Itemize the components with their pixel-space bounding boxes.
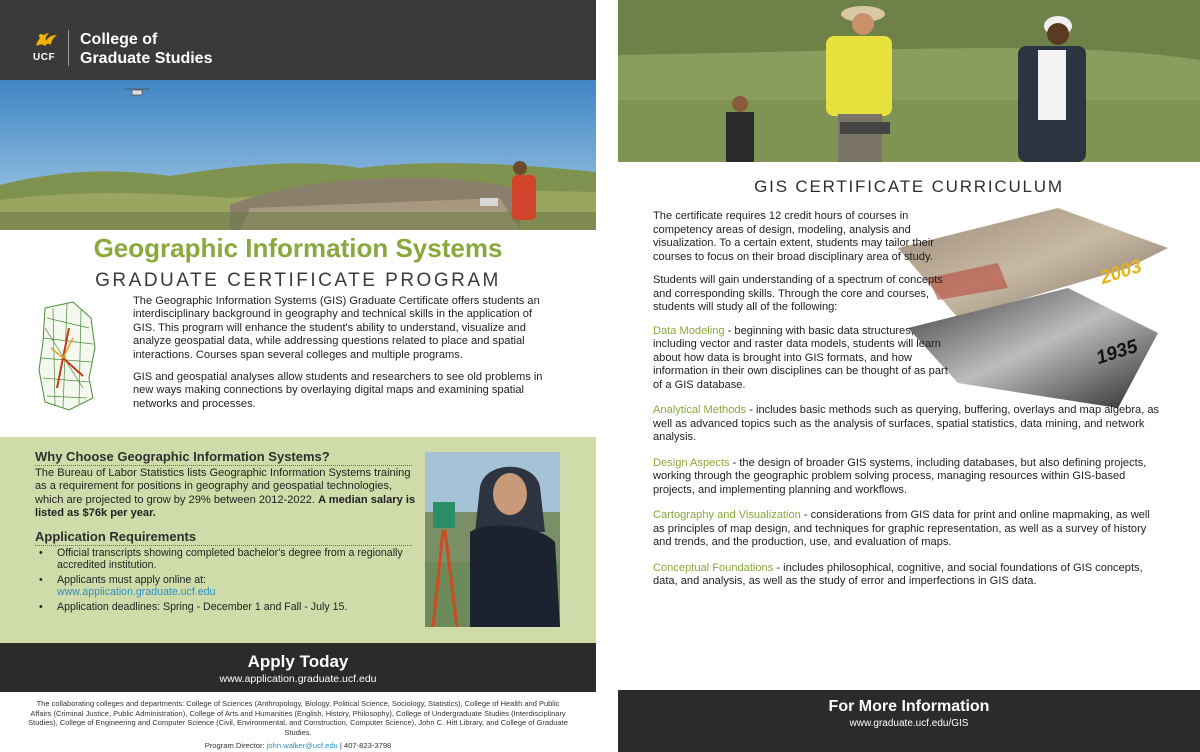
year-label-1935: 1935 [1093,336,1141,370]
curriculum-title: GIS CERTIFICATE CURRICULUM [754,177,1064,196]
list-item: • Official transcripts showing completed bachelor's degree from a regionally accredited institution. [35,547,420,571]
apply-title: Apply Today [247,652,349,671]
section-keyword: Analytical Methods [653,404,747,416]
pegasus-icon [33,28,59,50]
curriculum-paragraph-1: The certificate requires 12 credit hours of courses in competency areas of design, modeling, analysis and visualization. To a certain extent, students may tailor their courses to focus on their broad disciplinary area of study. [653,210,934,263]
right-page [618,0,1200,752]
college-name [80,30,212,68]
ucf-logo [33,28,59,64]
apply-url[interactable]: www.application.graduate.ucf.edu [219,673,377,685]
section-keyword: Conceptual Foundations [653,561,774,574]
collaborating-departments: The collaborating colleges and departments: College of Sciences (Anthropology, Biology, Political Science, Sociology, Statistics), College of Health and Public Affairs (Criminal Justice, Public Administration), College of Arts and Humanities (English, History, Philosophy), College of Undergraduate Studies (Interdisciplinary Studies), College of Engineering and Computer Science (Civil, Environmental, and Construction, Computer Science), John C. Hitt Library, and College of Graduate Studies. [28,699,568,737]
why-choose-panel [0,437,596,643]
student-photo [425,452,560,627]
section-design-aspects [653,457,1163,498]
why-text [35,467,420,521]
hero-photo [0,80,596,230]
field-team-photo [618,0,1200,162]
section-keyword: Data Modeling [653,324,725,337]
program-director-contact [0,741,596,750]
section-keyword: Cartography and Visualization [653,509,801,521]
section-text: - includes basic methods such as querying, buffering, overlays and map algebra, as well as advanced topics such as the analysis of surfaces, spatial statistics, data mining, and network analysis. [653,404,1160,443]
college-name-line2: Graduate Studies [80,50,213,67]
more-info-banner [618,690,1200,752]
intro-paragraph-2: GIS and geospatial analyses allow students and researchers to see old problems in new ways making connections by overlaying digital maps and examining spatial networks and processes. [133,371,543,410]
list-item [35,574,420,598]
intro-text [133,295,545,420]
section-text: - beginning with basic data structures, including vector and raster data models, students will learn about how data is brought into GIS formats, and how information in their own disciplines can be thought of as part of a GIS database. [653,324,948,391]
application-link[interactable]: www.application.graduate.ucf.edu [57,586,216,598]
why-heading: Why Choose Geographic Information Systems? [35,449,412,466]
header-divider [68,30,69,66]
page-subtitle: GRADUATE CERTIFICATE PROGRAM [95,270,501,291]
curriculum-body [653,210,1163,601]
section-keyword: Design Aspects [653,456,730,469]
road-network-map-icon [33,298,103,414]
college-name-line1: College of [80,31,158,48]
page-title: Geographic Information Systems [93,233,503,263]
salary-highlight: A median salary is listed as $76k per year. [35,493,416,520]
why-body: The Bureau of Labor Statistics lists Geographic Information Systems training as a requirement for positions in geography and geospatial technologies, which are projected to grow by 29% between 2012-2022. [35,467,411,506]
requirements-heading: Application Requirements [35,529,412,546]
page-gutter [596,0,618,752]
header-bar [0,0,596,80]
section-analytical-methods [653,404,1163,445]
contact-email-link[interactable]: john.walker@ucf.edu [266,741,338,750]
logo-text: UCF [33,52,56,63]
section-data-modeling [653,325,951,393]
curriculum-paragraph-2: Students will gain understanding of a spectrum of concepts and corresponding skills. Through the core and courses, students will study all of the following: [653,274,943,313]
more-info-title: For More Information [828,698,990,715]
contact-label: Program Director: [204,741,265,750]
more-info-url[interactable]: www.graduate.ucf.edu/GIS [849,718,969,729]
section-text: - the design of broader GIS systems, including databases, but also defining projects, working through the geographic problem solving process, managing resources within GIS-based projects, and implementing planning and workflows. [653,456,1147,496]
apply-banner [0,643,596,692]
intro-paragraph-1: The Geographic Information Systems (GIS) Graduate Certificate offers students an interdisciplinary background in geography and technical skills in the application of GIS. This program will enhance the student's ability to understand, visualize and analyze geospatial data, while addressing questions related to place and spatial interactions. Courses span several colleges and multiple programs. [133,295,540,361]
section-text: - considerations from GIS data for print and online mapmaking, as well as principles of map design, and techniques for graphic representation, as well as a survey of history and trends, and the production, use, and evaluation of maps. [653,509,1150,548]
year-label-2003: 2003 [1097,256,1145,290]
requirements-list [35,547,420,616]
contact-phone: | 407-823-3798 [339,741,392,750]
section-cartography [653,509,1163,550]
list-item: • Application deadlines: Spring - December 1 and Fall - July 15. [35,601,420,613]
apply-online-text: Applicants must apply online at: [57,574,206,586]
section-conceptual-foundations [653,562,1163,589]
left-page [0,0,596,752]
section-text: - includes philosophical, cognitive, and social foundations of GIS concepts, data, and analysis, as well as the study of error and imperfections in GIS data. [653,561,1143,587]
